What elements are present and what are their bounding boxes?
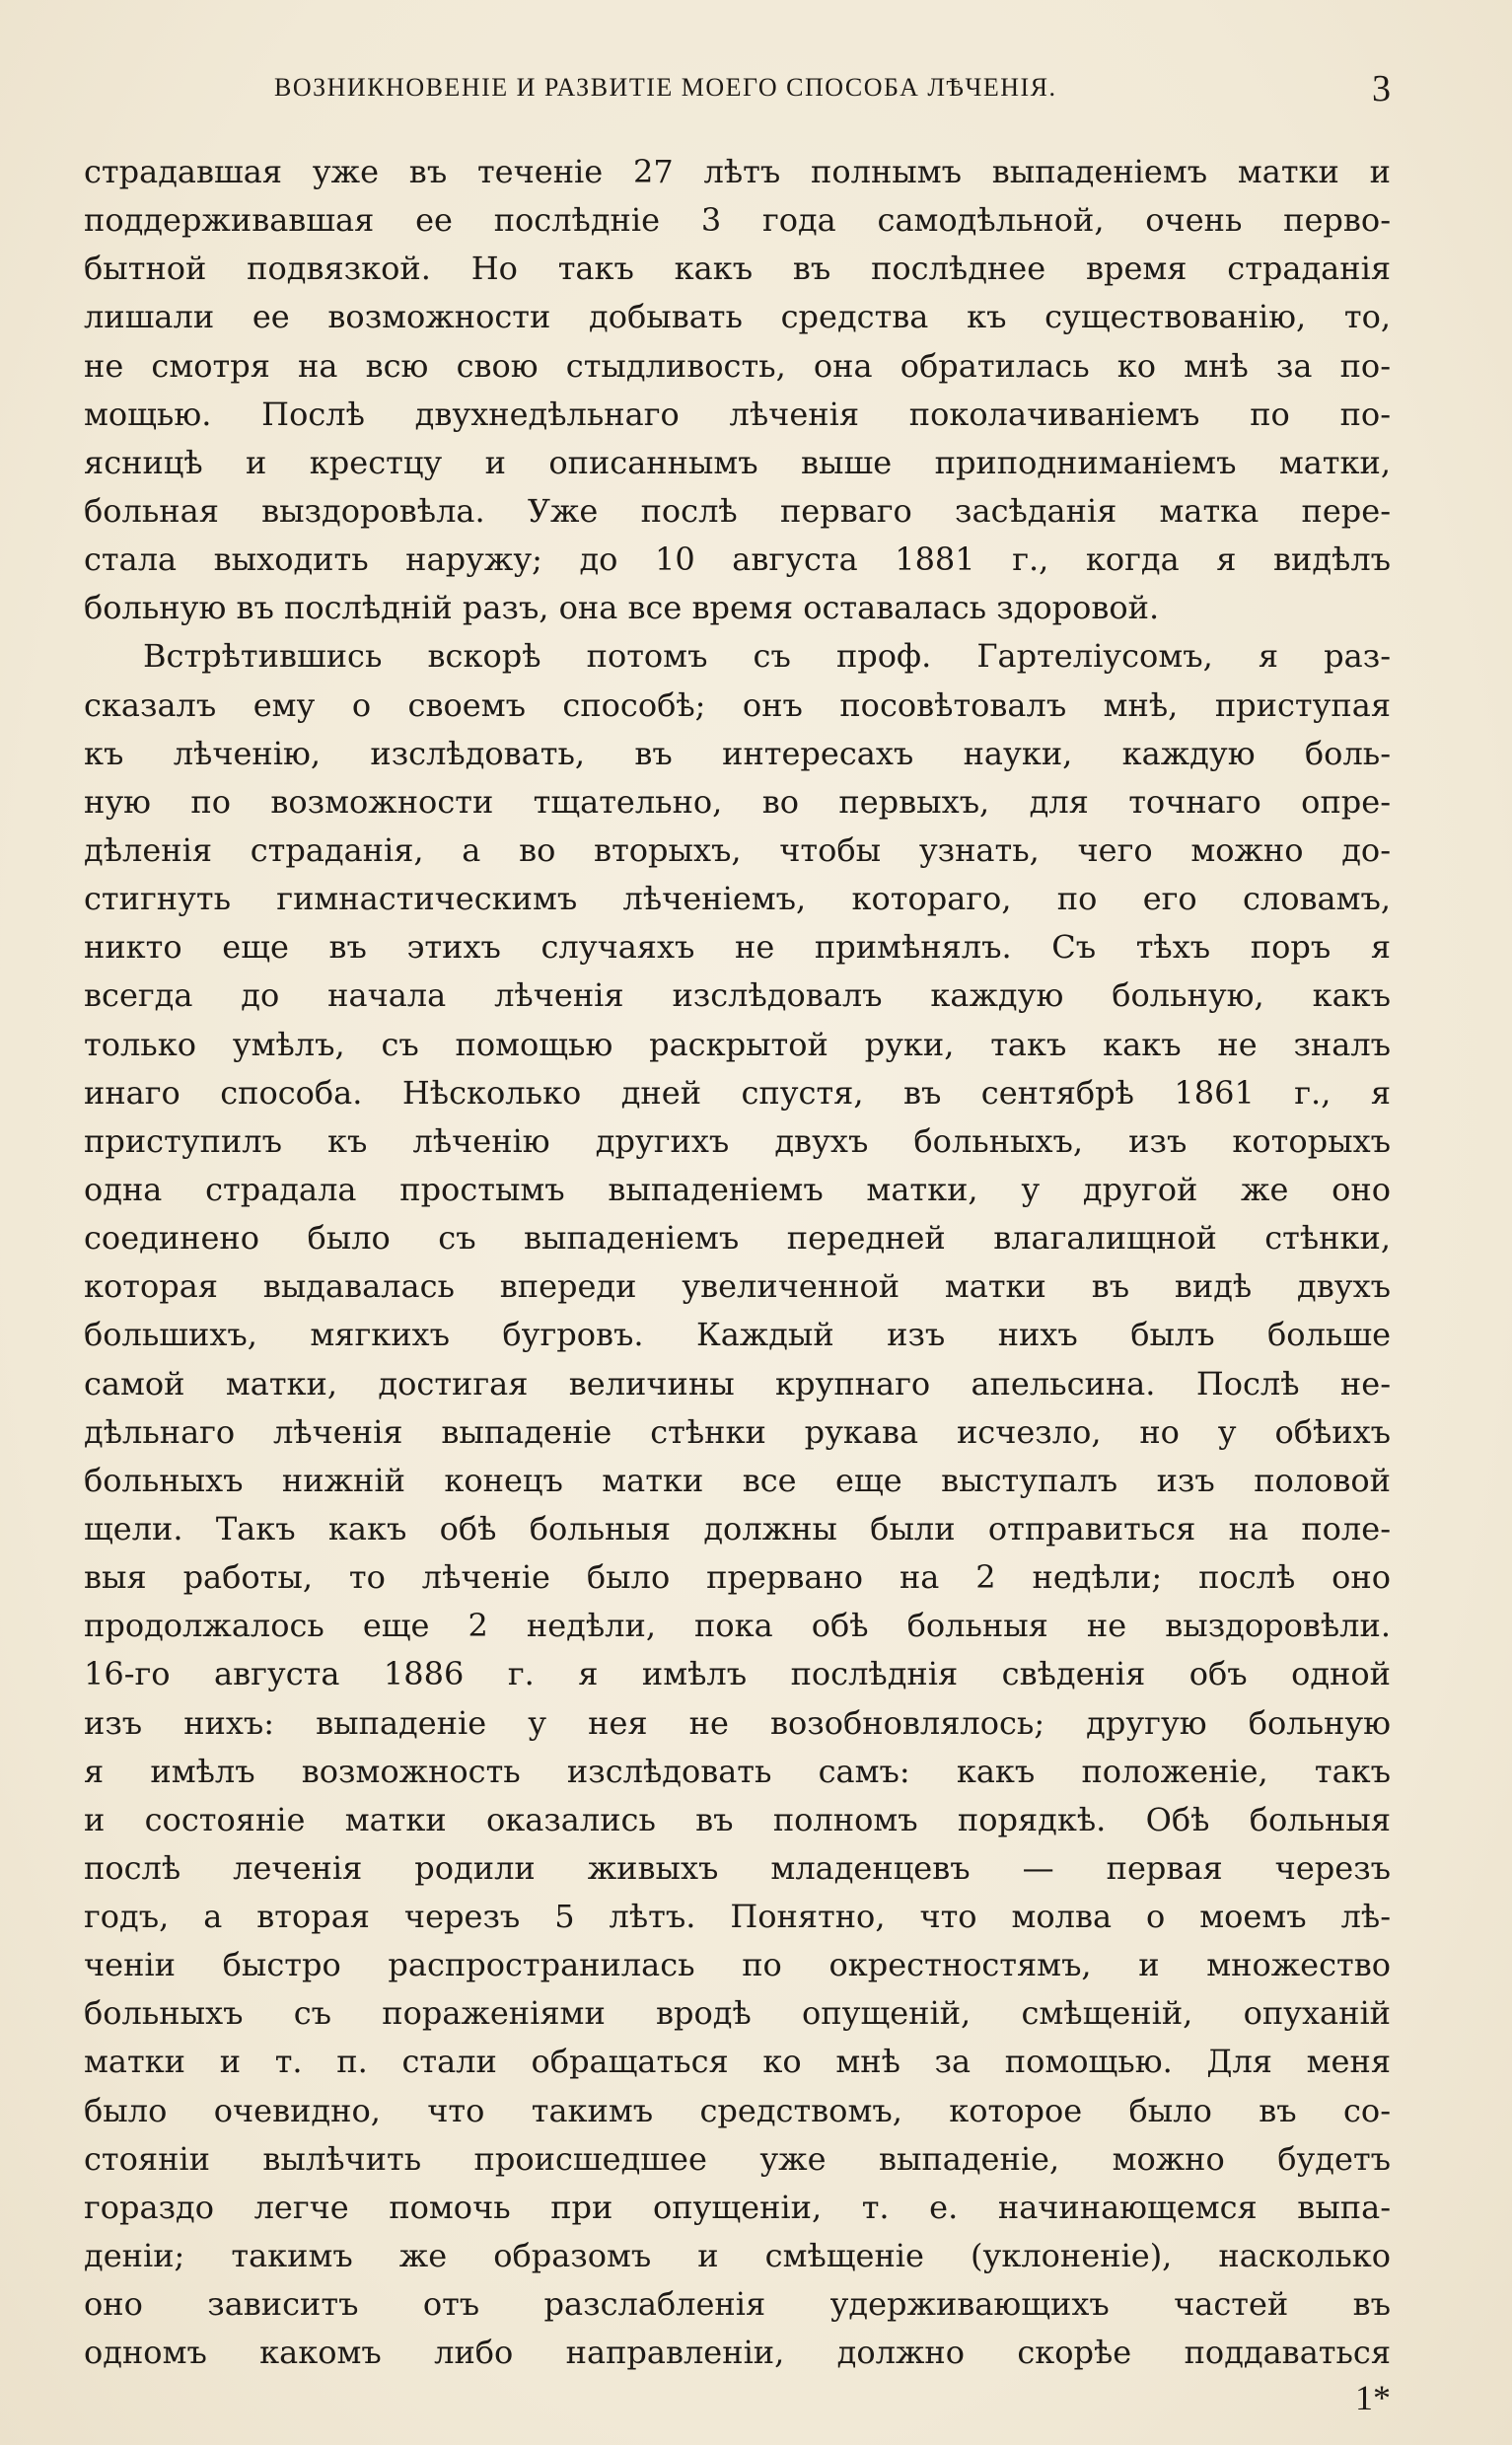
text-line: Встрѣтившись вскорѣ потомъ съ проф. Гартеліусомъ, я раз- (143, 637, 1391, 676)
signature-mark: 1* (1355, 2378, 1391, 2417)
text-line: годъ, а вторая черезъ 5 лѣтъ. Понятно, что молва о моемъ лѣ- (84, 1898, 1391, 1936)
running-title: ВОЗНИКНОВЕНІЕ И РАЗВИТІЕ МОЕГО СПОСОБА ЛѢЧЕНІЯ. (274, 73, 1057, 102)
text-line: не смотря на всю свою стыдливость, она обратилась ко мнѣ за по- (84, 346, 1391, 385)
text-line: ясницѣ и крестцу и описаннымъ выше приподниманіемъ матки, (84, 443, 1391, 481)
text-line: большихъ, мягкихъ бугровъ. Каждый изъ нихъ былъ больше (84, 1316, 1391, 1354)
text-line: было очевидно, что такимъ средствомъ, которое было въ со- (84, 2091, 1391, 2129)
text-line: продолжалось еще 2 недѣли, пока обѣ больныя не выздоровѣли. (84, 1607, 1391, 1645)
text-line: я имѣлъ возможность изслѣдовать самъ: какъ положеніе, такъ (84, 1752, 1391, 1790)
text-line: самой матки, достигая величины крупнаго апельсина. Послѣ не- (84, 1364, 1391, 1402)
text-line: изъ нихъ: выпаденіе у нея не возобновлялось; другую больную (84, 1703, 1391, 1742)
text-line: послѣ леченія родили живыхъ младенцевъ — первая черезъ (84, 1848, 1391, 1887)
text-line: матки и т. п. стали обращаться ко мнѣ за помощью. Для меня (84, 2043, 1391, 2081)
text-line: страдавшая уже въ теченіе 27 лѣтъ полнымъ выпаденіемъ матки и (84, 153, 1391, 190)
text-line: щели. Такъ какъ обѣ больныя должны были отправиться на поле- (84, 1509, 1391, 1547)
text-line: больную въ послѣдній разъ, она все время оставалась здоровой. (84, 589, 1160, 627)
text-line: мощью. Послѣ двухнедѣльнаго лѣченія поколачиваніемъ по по- (84, 395, 1391, 433)
text-line: 16-го августа 1886 г. я имѣлъ послѣднія свѣденія объ одной (84, 1655, 1391, 1693)
text-line: деніи; такимъ же образомъ и смѣщеніе (уклоненіе), насколько (84, 2237, 1391, 2275)
text-line: стигнуть гимнастическимъ лѣченіемъ, котораго, по его словамъ, (84, 880, 1391, 918)
text-line: соединено было съ выпаденіемъ передней влагалищной стѣнки, (84, 1219, 1391, 1258)
text-line: больная выздоровѣла. Уже послѣ перваго засѣданія матка пере- (84, 491, 1391, 530)
text-line: никто еще въ этихъ случаяхъ не примѣнялъ. Съ тѣхъ поръ я (84, 928, 1391, 967)
text-line: всегда до начала лѣченія изслѣдовалъ каждую больную, какъ (84, 976, 1391, 1015)
text-line: дѣльнаго лѣченія выпаденіе стѣнки рукава исчезло, но у обѣихъ (84, 1412, 1391, 1451)
text-line: и состояніе матки оказались въ полномъ порядкѣ. Обѣ больныя (84, 1800, 1391, 1838)
text-line: одномъ какомъ либо направленіи, должно скорѣе поддаваться (84, 2334, 1391, 2372)
text-line: больныхъ съ пораженіями вродѣ опущеній, смѣщеній, опуханій (84, 1994, 1391, 2033)
text-line: больныхъ нижній конецъ матки все еще выступалъ изъ половой (84, 1461, 1391, 1499)
text-line: одна страдала простымъ выпаденіемъ матки, у другой же оно (84, 1170, 1391, 1208)
text-line: лишали ее возможности добывать средства къ существованію, то, (84, 298, 1391, 336)
text-line: къ лѣченію, изслѣдовать, въ интересахъ науки, каждую боль- (84, 734, 1391, 772)
text-line: оно зависитъ отъ разслабленія удерживающихъ частей въ (84, 2285, 1391, 2324)
text-line: которая выдавалась впереди увеличенной матки въ видѣ двухъ (84, 1267, 1391, 1306)
text-line: инаго способа. Нѣсколько дней спустя, въ сентябрѣ 1861 г., я (84, 1073, 1391, 1112)
body-text (84, 148, 1391, 2377)
text-line: стала выходить наружу; до 10 августа 1881 г., когда я видѣлъ (84, 540, 1391, 579)
text-line: поддерживавшая ее послѣдніе 3 года самодѣльной, очень перво- (84, 201, 1391, 240)
text-line: бытной подвязкой. Но такъ какъ въ послѣднее время страданія (84, 250, 1391, 288)
text-line: выя работы, то лѣченіе было прервано на 2 недѣли; послѣ оно (84, 1558, 1391, 1597)
text-line: только умѣлъ, съ помощью раскрытой руки, такъ какъ не зналъ (84, 1025, 1391, 1063)
text-line: дѣленія страданія, а во вторыхъ, чтобы узнать, чего можно до- (84, 830, 1391, 869)
page-number: 3 (1372, 68, 1391, 109)
text-line: приступилъ къ лѣченію другихъ двухъ больныхъ, изъ которыхъ (84, 1121, 1391, 1160)
text-line: ную по возможности тщательно, во первыхъ, для точнаго опре- (84, 782, 1391, 821)
text-line: стояніи вылѣчить происшедшее уже выпаденіе, можно будетъ (84, 2139, 1391, 2178)
text-line: гораздо легче помочь при опущеніи, т. е. начинающемся выпа- (84, 2188, 1391, 2226)
running-header (84, 67, 1391, 116)
text-line: ченіи быстро распространилась по окрестностямъ, и множество (84, 1946, 1391, 1984)
text-line: сказалъ ему о своемъ способѣ; онъ посовѣтовалъ мнѣ, приступая (84, 685, 1391, 724)
